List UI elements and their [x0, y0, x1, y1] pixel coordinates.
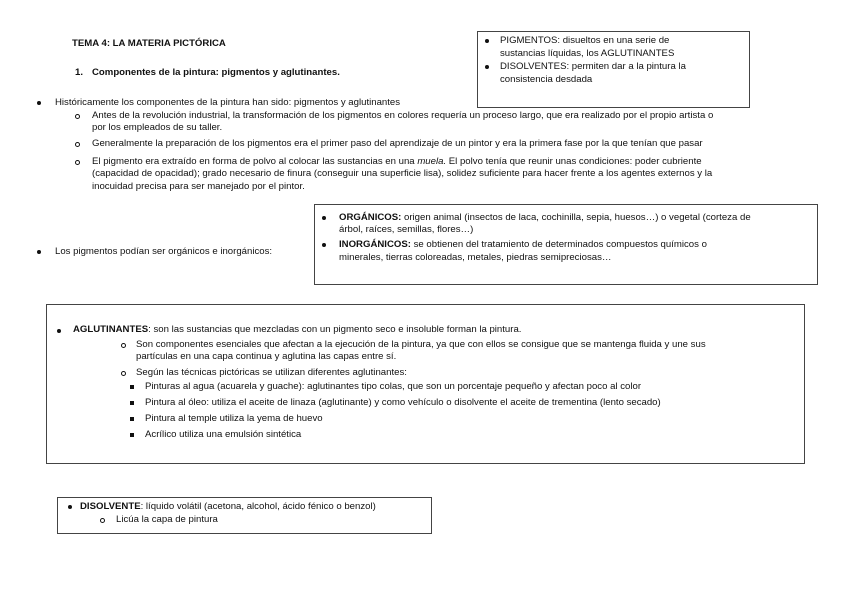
solvent-definition: DISOLVENTE: líquido volátil (acetona, alcohol, ácido fénico o benzol): [80, 501, 376, 512]
bullet-icon: [68, 505, 72, 509]
sub-bullet-icon: [100, 518, 105, 523]
sub-bullet-icon: [75, 142, 80, 147]
bullet-icon: [485, 65, 489, 69]
solvents-def-line2: consistencia desdada: [500, 74, 593, 85]
bullet-icon: [322, 216, 326, 220]
history-intro: Históricamente los componentes de la pintura han sido: pigmentos y aglutinantes: [55, 97, 401, 108]
history-sub1-line1: Antes de la revolución industrial, la transformación de los pigmentos en colores requería un proceso largo, que era realizado por el propio artista o: [92, 110, 714, 121]
sub-bullet-icon: [121, 371, 126, 376]
history-sub1-line2: por los empleados de su taller.: [92, 122, 223, 133]
organic-line2: árbol, raíces, semillas, flores…): [339, 224, 474, 235]
pigment-types-box: [314, 204, 818, 285]
pigments-def-line1: PIGMENTOS: disueltos en una serie de: [500, 35, 670, 46]
square-bullet-icon: [130, 433, 134, 437]
section-heading: Componentes de la pintura: pigmentos y aglutinantes.: [92, 67, 340, 78]
technique-item: Pintura al temple utiliza la yema de huevo: [145, 413, 323, 424]
pigments-solvents-box: [477, 31, 750, 108]
section-number: 1.: [75, 67, 84, 78]
binders-sub2: Según las técnicas pictóricas se utilizan diferentes aglutinantes:: [136, 367, 407, 378]
sub-bullet-icon: [75, 160, 80, 165]
pigments-def-line2: sustancias líquidas, los AGLUTINANTES: [500, 48, 675, 59]
pigments-label: Los pigmentos podían ser orgánicos e inorgánicos:: [55, 246, 273, 257]
binders-sub1-line1: Son componentes esenciales que afectan a la ejecución de la pintura, ya que con ellos se consigue que se mantenga fluida y une sus: [136, 339, 706, 350]
history-sub3-line1: El pigmento era extraído en forma de polvo al colocar las sustancias en una muela. El polvo tenía que reunir unas condiciones: poder cubriente: [92, 156, 702, 167]
technique-item: Acrílico utiliza una emulsión sintética: [145, 429, 302, 440]
square-bullet-icon: [130, 417, 134, 421]
bullet-icon: [37, 250, 41, 254]
bullet-icon: [57, 329, 61, 333]
inorganic-line2: minerales, tierras coloreadas, metales, piedras semipreciosas…: [339, 252, 612, 263]
inorganic-line1: INORGÁNICOS: se obtienen del tratamiento de determinados compuestos químicos o: [339, 239, 707, 250]
history-sub2: Generalmente la preparación de los pigmentos era el primer paso del aprendizaje de un pintor y era la primera fase por la que tenían que pasar: [92, 138, 703, 149]
bullet-icon: [485, 39, 489, 43]
page-title: TEMA 4: LA MATERIA PICTÓRICA: [72, 38, 226, 49]
square-bullet-icon: [130, 401, 134, 405]
binders-definition: AGLUTINANTES: son las sustancias que mezcladas con un pigmento seco e insoluble forman la pintura.: [73, 324, 522, 335]
solvent-sub: Licúa la capa de pintura: [116, 514, 218, 525]
solvent-box: [57, 497, 432, 534]
technique-item: Pintura al óleo: utiliza el aceite de linaza (aglutinante) y como vehículo o disolvente el aceite de trementina (lento secado): [145, 397, 661, 408]
solvents-def-line1: DISOLVENTES: permiten dar a la pintura la: [500, 61, 686, 72]
bullet-icon: [37, 101, 41, 105]
history-sub3-line2: (capacidad de opacidad); grado necesario de finura (conseguir una superficie lisa), solidez suficiente para hacer frente a los agentes externos y la: [92, 168, 713, 179]
technique-item: Pinturas al agua (acuarela y guache): aglutinantes tipo colas, que son un porcentaje pequeño y afectan poco al color: [145, 381, 642, 392]
bullet-icon: [322, 243, 326, 247]
square-bullet-icon: [130, 385, 134, 389]
history-sub3-line3: inocuidad precisa para ser manejado por el pintor.: [92, 181, 305, 192]
binders-sub1-line2: partículas en una capa continua y aglutina las capas entre sí.: [136, 351, 397, 362]
organic-line1: ORGÁNICOS: origen animal (insectos de laca, cochinilla, sepia, huesos…) o vegetal (corteza de: [339, 212, 751, 223]
binders-box: [46, 304, 805, 464]
sub-bullet-icon: [121, 343, 126, 348]
sub-bullet-icon: [75, 114, 80, 119]
